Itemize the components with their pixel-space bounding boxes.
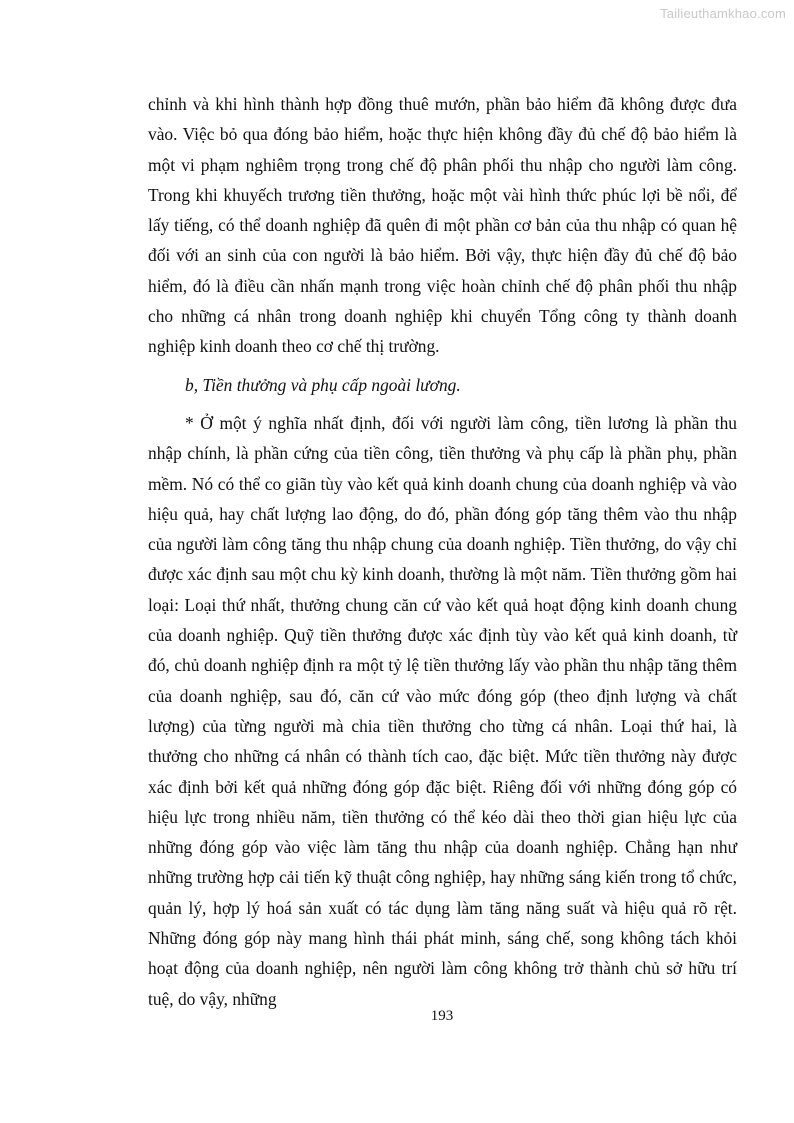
section-heading: b, Tiền thưởng và phụ cấp ngoài lương. xyxy=(185,374,461,395)
paragraph-bonus: * Ở một ý nghĩa nhất định, đối với người làm công, tiền lương là phần thu nhập chính, là phần cứng của tiền công, tiền thưởng và phụ cấp là phần phụ, phần mềm. Nó có thể co giãn tùy vào kết quả kinh doanh chung của doanh nghiệp và vào hiệu quả, hay chất lượng lao động, do đó, phần đóng góp tăng thêm vào thu nhập của người làm công tăng thu nhập chung của doanh nghiệp. Tiền thưởng, do vậy chỉ được xác định sau một chu kỳ kinh doanh, thường là một năm. Tiền thưởng gồm hai loại: Loại thứ nhất, thưởng chung căn cứ vào kết quả hoạt động kinh doanh chung của doanh nghiệp. Quỹ tiền thưởng được xác định tùy vào kết quả kinh doanh, từ đó, chủ doanh nghiệp định ra một tỷ lệ tiền thưởng lấy vào phần thu nhập tăng thêm của doanh nghiệp, sau đó, căn cứ vào mức đóng góp (theo định lượng và chất lượng) của từng người mà chia tiền thưởng cho từng cá nhân. Loại thứ hai, là thưởng cho những cá nhân có thành tích cao, đặc biệt. Mức tiền thưởng này được xác định bởi kết quả những đóng góp đặc biệt. Riêng đối với những đóng góp có hiệu lực trong nhiều năm, tiền thưởng có thể kéo dài theo thời gian hiệu lực của những đóng góp vào việc làm tăng thu nhập của doanh nghiệp. Chẳng hạn như những trường hợp cải tiến kỹ thuật công nghiệp, hay những sáng kiến trong tổ chức, quản lý, hợp lý hoá sản xuất có tác dụng làm tăng năng suất và hiệu quả rõ rệt. Những đóng góp này mang hình thái phát minh, sáng chế, song không tách khỏi hoạt động của doanh nghiệp, nên người làm công không trở thành chủ sở hữu trí tuệ, do vậy, những xyxy=(148,412,737,1009)
watermark: Tailieuthamkhao.com xyxy=(660,6,786,21)
page-body xyxy=(148,89,737,1014)
paragraph-continuation: chỉnh và khi hình thành hợp đồng thuê mướn, phần bảo hiểm đã không được đưa vào. Việc bỏ qua đóng bảo hiểm, hoặc thực hiện không đầy đủ chế độ bảo hiểm là một vi phạm nghiêm trọng trong chế độ phân phối thu nhập cho người làm công. Trong khi khuyếch trương tiền thưởng, hoặc một vài hình thức phúc lợi bề nổi, để lấy tiếng, có thể doanh nghiệp đã quên đi một phần cơ bản của thu nhập có quan hệ đối với an sinh của con người là bảo hiểm. Bởi vậy, thực hiện đầy đủ chế độ bảo hiểm, đó là điều cần nhấn mạnh trong việc hoàn chỉnh chế độ phân phối thu nhập cho những cá nhân trong doanh nghiệp khi chuyển Tổng công ty thành doanh nghiệp kinh doanh theo cơ chế thị trường. xyxy=(148,94,737,357)
page-number: 193 xyxy=(430,1008,454,1024)
